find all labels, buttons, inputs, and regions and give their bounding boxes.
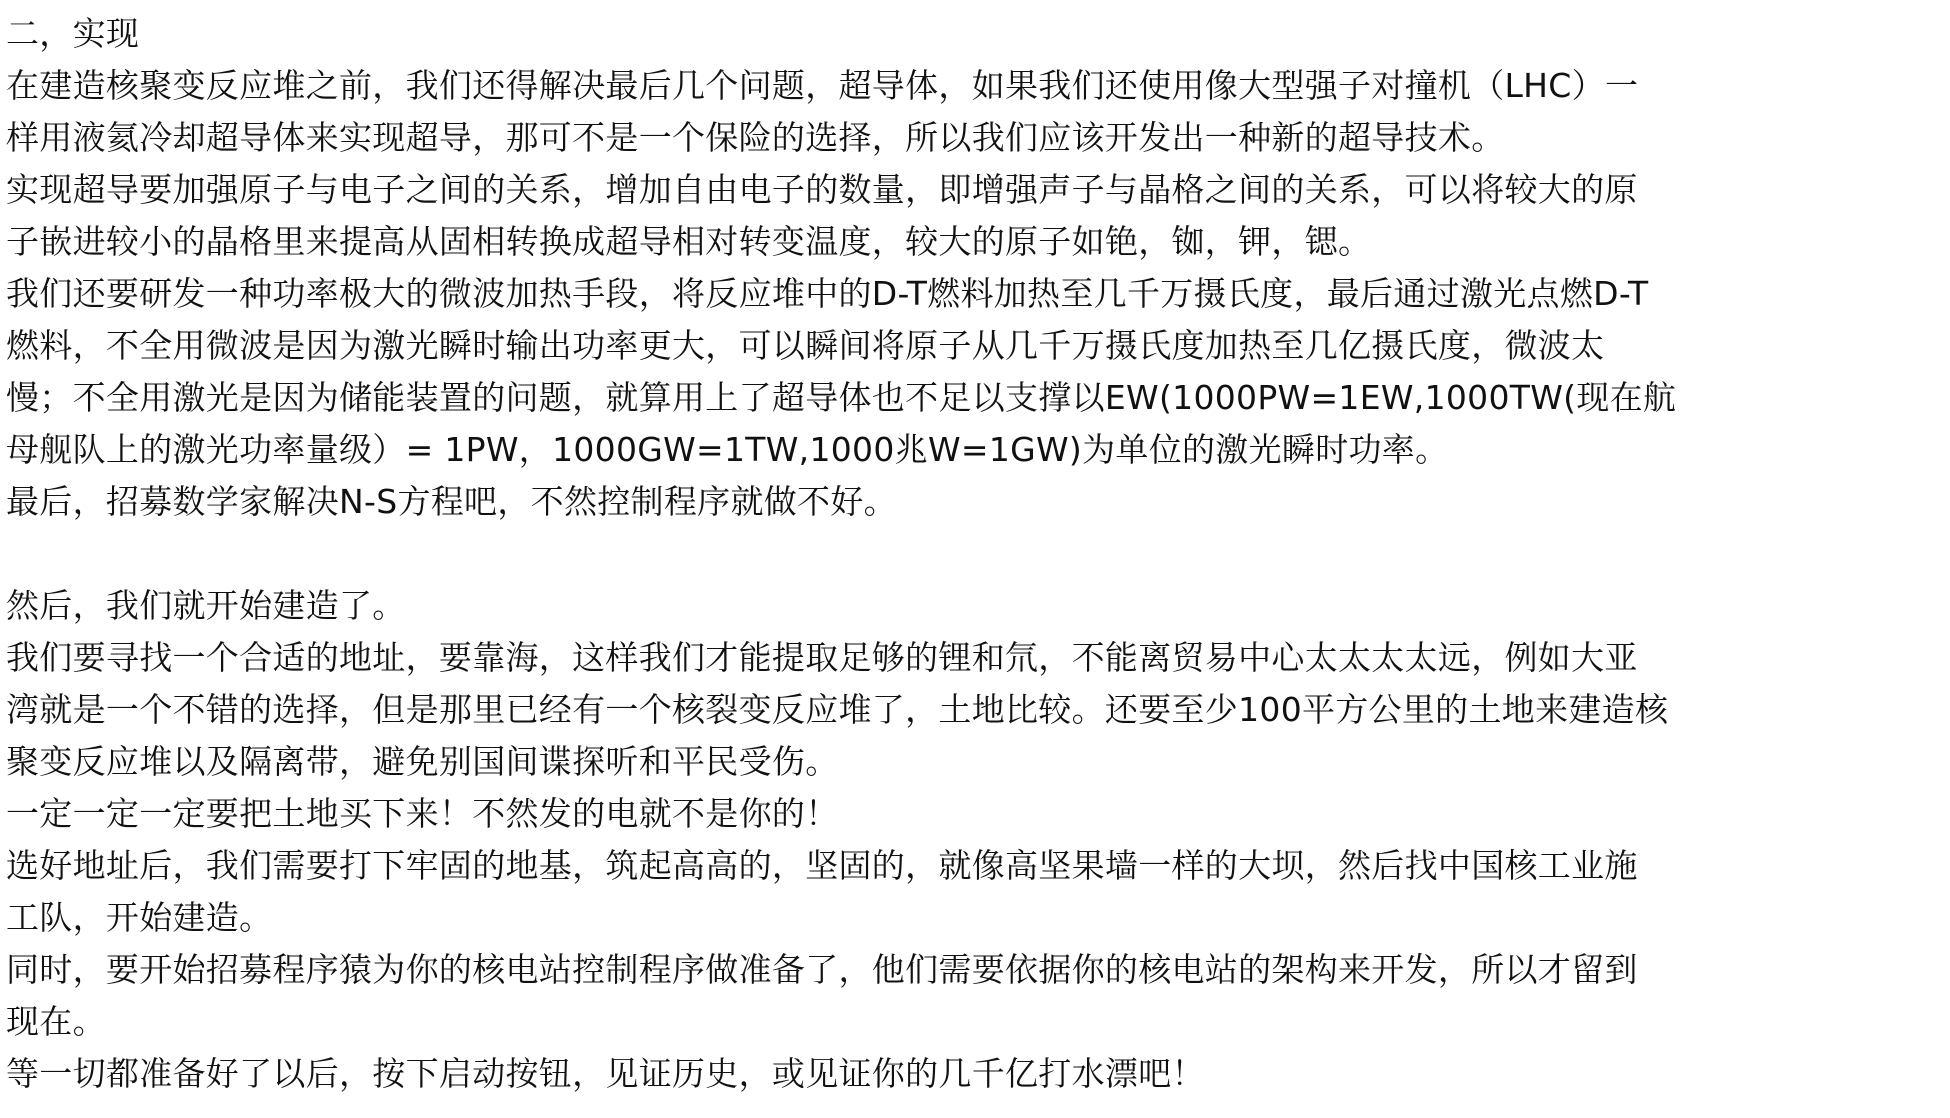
- paragraph-line: 最后，招募数学家解决N-S方程吧，不然控制程序就做不好。: [6, 482, 897, 521]
- paragraph-line: 我们要寻找一个合适的地址，要靠海，这样我们才能提取足够的锂和氘，不能离贸易中心太太太太远，例如大亚: [6, 638, 1638, 677]
- paragraph-line: 燃料，不全用微波是因为激光瞬时输出功率更大，可以瞬间将原子从几千万摄氏度加热至几亿摄氏度，微波太: [6, 326, 1605, 365]
- paragraph-line: 然后，我们就开始建造了。: [6, 586, 406, 625]
- paragraph-line: 样用液氦冷却超导体来实现超导，那可不是一个保险的选择，所以我们应该开发出一种新的超导技术。: [6, 118, 1505, 157]
- paragraph-line: 湾就是一个不错的选择，但是那里已经有一个核裂变反应堆了，土地比较。还要至少100平方公里的土地来建造核: [6, 690, 1669, 729]
- paragraph-line: 母舰队上的激光功率量级）= 1PW，1000GW=1TW,1000兆W=1GW)为单位的激光瞬时功率。: [6, 430, 1449, 469]
- section-heading: 二，实现: [6, 14, 140, 53]
- paragraph-line: 我们还要研发一种功率极大的微波加热手段，将反应堆中的D-T燃料加热至几千万摄氏度，最后通过激光点燃D-T: [6, 274, 1649, 313]
- paragraph-line: 聚变反应堆以及隔离带，避免别国间谍探听和平民受伤。: [6, 742, 839, 781]
- paragraph-line: 现在。: [6, 1002, 106, 1041]
- paragraph-line: 选好地址后，我们需要打下牢固的地基，筑起高高的，坚固的，就像高坚果墙一样的大坝，然后找中国核工业施: [6, 846, 1638, 885]
- paragraph-line: 一定一定一定要把土地买下来！不然发的电就不是你的！: [6, 794, 839, 833]
- paragraph-line: 实现超导要加强原子与电子之间的关系，增加自由电子的数量，即增强声子与晶格之间的关系，可以将较大的原: [6, 170, 1638, 209]
- paragraph-line: 工队，开始建造。: [6, 898, 273, 937]
- blank-line: [6, 528, 1946, 580]
- paragraph-line: 慢；不全用激光是因为储能装置的问题，就算用上了超导体也不足以支撑以EW(1000PW=1EW,1000TW(现在航: [6, 378, 1677, 417]
- document-body: [6, 8, 1946, 1100]
- paragraph-line: 在建造核聚变反应堆之前，我们还得解决最后几个问题，超导体，如果我们还使用像大型强子对撞机（LHC）一: [6, 66, 1639, 105]
- paragraph-line: 等一切都准备好了以后，按下启动按钮，见证历史，或见证你的几千亿打水漂吧！: [6, 1054, 1205, 1093]
- paragraph-line: 子嵌进较小的晶格里来提高从固相转换成超导相对转变温度，较大的原子如铯，铷，钾，锶。: [6, 222, 1372, 261]
- paragraph-line: 同时，要开始招募程序猿为你的核电站控制程序做准备了，他们需要依据你的核电站的架构来开发，所以才留到: [6, 950, 1638, 989]
